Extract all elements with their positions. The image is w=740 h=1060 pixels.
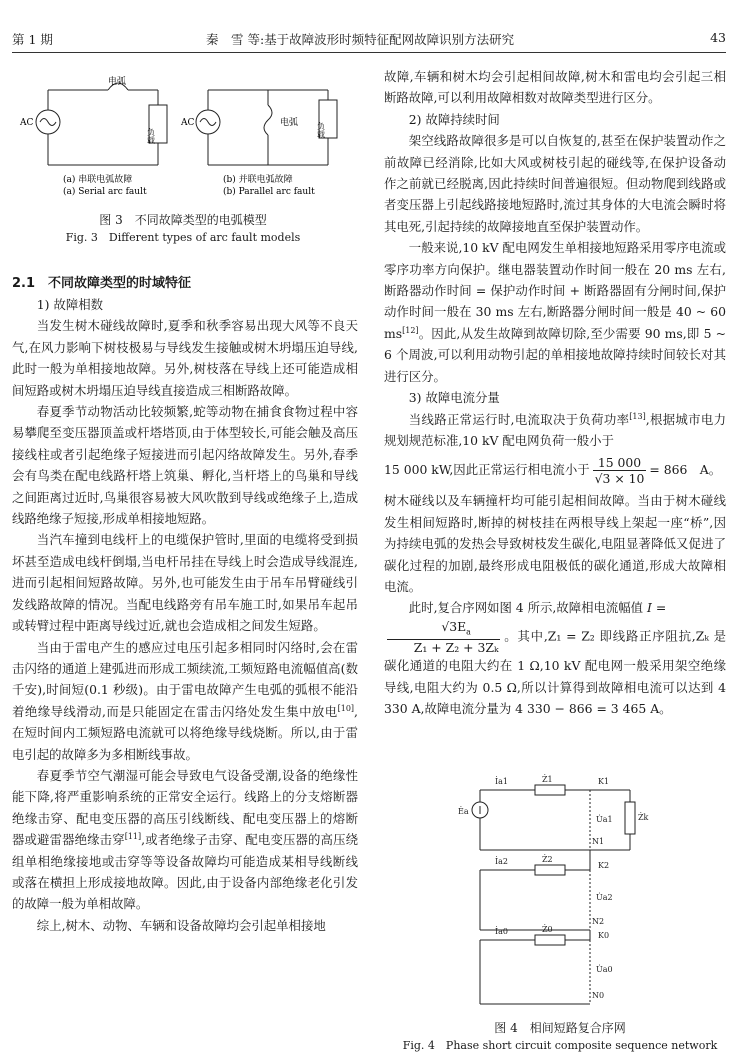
para-summary: 综上,树木、动物、车辆和设备故障均会引起单相接地 xyxy=(36,917,326,933)
fig3-arc-label-b: 电弧 xyxy=(280,118,299,128)
para-tree-arc: 树木碰线以及车辆撞杆均可能引起相间故障。当由于树木碰线发生相间短路时,断掉的树枝挂在两根导线上架起一座“桥”,因为持续电弧的发热会导致树枝发生碳化,电阻显著降低又促进了碳化过程的加剧,最终形成电阻极低的碳化通道,形成大故障相电流。 xyxy=(384,493,726,594)
fig4-caption-cn: 图 4 相间短路复合序网 xyxy=(494,1021,626,1035)
fig4-K2: K2 xyxy=(598,861,610,870)
figure-3 xyxy=(18,70,348,250)
fig4-K0: K0 xyxy=(598,931,610,940)
fig4-Ia0: İa0 xyxy=(495,927,509,936)
figure-4 xyxy=(402,772,718,1060)
running-title: 秦 雪 等:基于故障波形时频特征配网故障识别方法研究 xyxy=(206,32,515,47)
ref-10: [10] xyxy=(337,703,355,713)
para-continuation: 故障,车辆和树木均会引起相间故障,树木和雷电均会引起三相断路故障,可以利用故障相数对故障类型进行区分。 xyxy=(384,69,726,106)
ref-13: [13] xyxy=(629,411,646,421)
fig4-Z1: Ż1 xyxy=(542,775,553,784)
page-number: 43 xyxy=(710,30,726,45)
fig4-Zk: Żk xyxy=(638,813,649,822)
fig3-caption-en: Fig. 3 Different types of arc fault models xyxy=(65,231,301,244)
fig4-Ua2: U̇a2 xyxy=(596,893,613,902)
para-protection: 一般来说,10 kV 配电网发生单相接地短路采用零序电流或零序功率方向保护。继电器装置动作时间一般在 20 ms 左右,断路器动作时间 = 保护动作时间 + 断路器固有分闸时间,保护动作时间一般在 30 ms 左右,断路器分闸时间一般是 40 ~ 60 ms[12]。因此,从发生故障到故障切除,至少需要 90 ms,即 5 ~ 6 个周波,可以利用动物引起的单相接地故障持续时间较长对其进行区分。 xyxy=(384,240,726,384)
fraction-normal-current: $\frac{15 000}{√3 \times 10}$ xyxy=(594,455,645,487)
para-vehicle: 当汽车撞到电线杆上的电缆保护管时,里面的电缆将受到损坏甚至造成电线杆倒塌,当电杆吊挂在导线上时会造成导线混连,进而引起相间短路故障。另外,也可能发生由于吊车吊臂碰线引发线路故障的情况。当配电线路旁有吊车施工时,如果吊车起吊或转臂过程中距离导线过近,就也会造成相之间发生短路。 xyxy=(12,532,358,634)
para-tree: 当发生树木碰线故障时,夏季和秋季容易出现大风等不良天气,在风力影响下树枝极易与导线发生接触或树木坍塌压迫导线,此时一般为单相接地故障。另外,树枝落在导线上还可能造成相间短路或树木坍塌压迫导线直接造成三相断路故障。 xyxy=(12,318,358,398)
fraction-fault-current: $\frac{√3E_a}{\text{Z₁ + Z₂ + 3Zₖ}}$ xyxy=(387,619,500,655)
fig4-K1: K1 xyxy=(598,777,610,786)
arc-fault-diagram xyxy=(18,70,348,200)
section-heading: 2.1 不同故障类型的时域特征 xyxy=(12,276,192,291)
fig3-sub-a-cn: (a) 串联电弧故障 xyxy=(63,175,133,185)
subheading-current: 3) 故障电流分量 xyxy=(408,390,500,406)
fig4-N1: N1 xyxy=(592,837,605,846)
para-fault-current: 此时,复合序网如图 4 所示,故障相电流幅值 I = $\frac{√3E_a}{\text{Z₁ + Z₂ + 3Zₖ}}$ 。其中,Z₁ = Z₂ 即线路正序阻抗,Zₖ 是碳化通道的电阻大约在 1 Ω,10 kV 配电网一般采用架空绝缘导线,电阻大约为 0.5 Ω,所以计算得到故障相电流可以达到 4 330 A,故障电流分量为 4 330 − 866 = 3 465 A。 xyxy=(384,600,726,717)
fig3-arc-label: 电弧 xyxy=(108,77,127,87)
sequence-network-diagram xyxy=(440,772,680,1012)
para-animal: 春夏季节动物活动比较频繁,蛇等动物在捕食食物过程中容易攀爬至变压器顶盖或杆塔塔顶,由于体型较长,可能会触及高压接线柱或者引起绝缘子短接进而引起闪络故障发生。另外,春季会有鸟类在配电线路杆塔上筑巢、孵化,当杆塔上的鸟巢和导线之间距离过近时,鸟巢很容易被大风吹散到导线或绝缘子上,造成线路绝缘子短接,形成单相接地短路。 xyxy=(12,404,358,527)
subheading-duration: 2) 故障持续时间 xyxy=(408,111,500,127)
fig4-N2: N2 xyxy=(592,917,605,926)
fig4-Ua0: U̇a0 xyxy=(596,965,613,974)
fig3-sub-a-en: (a) Serial arc fault xyxy=(63,187,147,197)
para-duration: 架空线路故障很多是可以自恢复的,甚至在保护装置动作之前故障已经消除,比如大风或树枝引起的碰线等,在保护设备动作之前就已经脱离,因此持续时间普遍很短。但动物爬到线路或者变压器上引起线路接地短路时,流过其身体的大电流会瞬时将其电死,引起持续的故障接地直至保护装置动作。 xyxy=(384,133,726,234)
fig4-N0: N0 xyxy=(592,991,605,1000)
fig3-ac-label-b: AC xyxy=(181,118,195,128)
issue-number: 第 1 期 xyxy=(12,32,53,47)
right-column xyxy=(384,66,726,719)
fig4-Ua1: U̇a1 xyxy=(596,815,613,824)
para-lightning: 当由于雷电产生的感应过电压引起多相同时闪络时,会在雷击闪络的通道上建弧进而形成工频续流,工频短路电流幅值高(数千安),时间短(0.1 秒级)。由于雷电故障产生电弧的弧根不能沿着绝缘导线滑动,而是只能固定在雷击闪络处发生集中放电[10],在短时间内工频短路电流就可以将绝缘导线烧断。所以,由于雷电引起的故障多为多相断线事故。 xyxy=(12,639,358,762)
subheading-fault-phases: 1) 故障相数 xyxy=(36,297,104,312)
header-rule xyxy=(12,52,726,53)
fig4-Z0: Ż0 xyxy=(542,925,553,934)
fig4-Ea: Ėa xyxy=(458,807,469,816)
fig3-load-label-b: 负载 xyxy=(316,122,326,138)
left-column xyxy=(12,294,358,936)
fig3-sub-b-cn: (b) 并联电弧故障 xyxy=(223,175,293,185)
eq-normal-current: 15 000 kW,因此正常运行相电流小于 $\frac{15 000}{√3 \times 10}$ = 866 A。 xyxy=(384,455,722,487)
para-current: 当线路正常运行时,电流取决于负荷功率[13],根据城市电力规划规范标准,10 kV 配电网负荷一般小于 xyxy=(384,411,726,448)
fig4-Z2: Ż2 xyxy=(542,855,553,864)
ref-12: [12] xyxy=(402,325,419,335)
fig3-ac-label-a: AC xyxy=(20,118,34,128)
fig3-sub-b-en: (b) Parallel arc fault xyxy=(223,187,315,197)
fig4-caption-en: Fig. 4 Phase short circuit composite sequence network xyxy=(402,1039,718,1052)
fig3-load-label-a: 负载 xyxy=(146,128,156,144)
fig3-caption-cn: 图 3 不同故障类型的电弧模型 xyxy=(99,213,267,227)
ref-11: [11] xyxy=(124,832,142,842)
fig4-Ia2: İa2 xyxy=(495,857,509,866)
para-equipment: 春夏季节空气潮湿可能会导致电气设备受潮,设备的绝缘性能下降,将严重影响系统的正常安全运行。线路上的分支熔断器绝缘击穿、配电变压器的高压引线断线、配电变压器上的熔断器或避雷器绝缘击穿[11],或者绝缘子击穿、配电变压器的高压绕组单相绝缘接地或击穿等等设备故障均可能造成某相导线断线或落在横担上形成接地故障。因此,由于设备内部绝缘老化引发的故障一般为单相故障。 xyxy=(12,767,358,912)
fig4-Ia1: İa1 xyxy=(495,777,509,786)
